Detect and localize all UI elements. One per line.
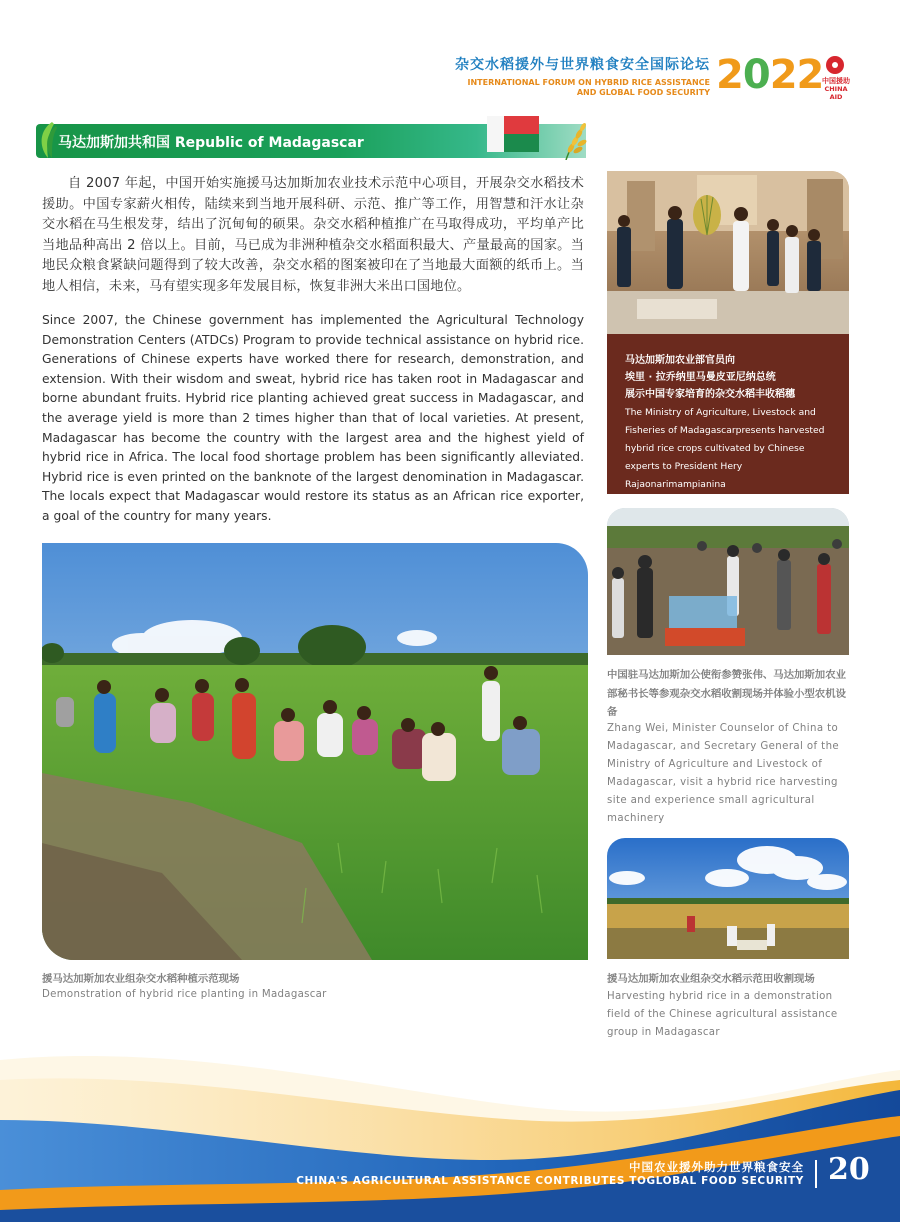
planting-caption-en: Demonstration of hybrid rice planting in Madagascar [42, 989, 327, 1000]
ministry-caption-cn [625, 352, 837, 403]
ministry-caption-cn-line1: 马达加斯加农业部官员向 [625, 355, 735, 366]
forum-title-en [450, 78, 710, 98]
body-text-en: Since 2007, the Chinese government has implemented the Agricultural Technology Demonstration Centers (ATDCs) Program to provide technical assistance on hybrid rice. Generations of Chinese experts have worked there for research, demonstration, and extension. With their wisdom and sweat, hybrid rice has taken root in Madagascar and borne abundant fruits. Hybrid rice planting achieved great success in Madagascar, and the average yield is more than 2 times higher than that of local varieties. At present, Madagascar has become the country with the largest area and the highest yield of hybrid rice in Africa. The local food shortage problem has been significantly alleviated. Hybrid rice is even printed on the banknote of the largest denomination in Madagascar. The locals expect that Madagascar would restore its status as an African rice exporter, a goal of the country for many years. [42, 313, 584, 523]
ministry-caption-box [607, 334, 849, 494]
china-aid-logo [818, 56, 854, 101]
harvest-caption-cn: 援马达加斯加农业组杂交水稻示范田收割现场 [607, 973, 815, 985]
footer-title-cn: 中国农业援外助力世界粮食安全 [629, 1160, 804, 1174]
china-aid-logo-cn: 中国援助 [822, 77, 850, 85]
forum-title-cn: 杂交水稻援外与世界粮食安全国际论坛 [455, 57, 710, 73]
ministry-caption-cn-line3: 展示中国专家培育的杂交水稻丰收稻穗 [625, 389, 795, 400]
forum-year [716, 52, 823, 98]
body-text-cn: 自 2007 年起，中国开始实施援马达加斯加农业技术示范中心项目，开展杂交水稻技术援助。中国专家薪火相传，陆续来到当地开展科研、示范、推广等工作，用智慧和汗水让杂交水稻在马生根发芽，结出了沉甸甸的硕果。杂交水稻种植推广在马取得成功，平均单产比当地品种高出 2 倍以上。目前，马已成为非洲种植杂交水稻面积最大、产量最高的国家。当地民众粮食紧缺问题得到了较大改善，杂交水稻的图案被印在了当地最大面额的纸币上。当地人相信，未来，马有望实现多年发展目标，恢复非洲大米出口国地位。 [42, 176, 584, 294]
rice-ear-icon [562, 120, 588, 160]
forum-title-en-line1: INTERNATIONAL FORUM ON HYBRID RICE ASSISTANCE [467, 78, 710, 87]
china-aid-logo-en: CHINA AID [824, 85, 848, 101]
photo-harvest-field [607, 838, 849, 959]
machinery-caption-cn: 中国驻马达加斯加公使衔参赞张伟、马达加斯加农业部秘书长等参观杂交水稻收割现场并体验小型农机设备 [607, 669, 846, 718]
planting-caption-cn: 援马达加斯加农业组杂交水稻种植示范现场 [42, 973, 240, 985]
china-aid-emblem-icon [826, 56, 844, 74]
page-number: 20 [828, 1152, 870, 1187]
section-title: 马达加斯加共和国 Republic of Madagascar [58, 135, 364, 151]
machinery-caption-en: Zhang Wei, Minister Counselor of China to Madagascar, and Secretary General of the Ministry of Agriculture and Livestock of Madagascar, visit a hybrid rice harvesting site and experience small agricultural machinery [607, 723, 840, 824]
footer-wave-decoration [0, 1040, 900, 1222]
photo-rice-planting [42, 543, 588, 960]
photo-ministry-presentation [607, 171, 849, 334]
ministry-caption-en: The Ministry of Agriculture, Livestock and Fisheries of Madagascarpresents harvested hybrid rice crops cultivated by Chinese experts to President Hery Rajaonarimampianina [625, 407, 825, 490]
year-rice-zero: 0 [742, 52, 770, 98]
footer-divider [815, 1160, 817, 1188]
photo-machinery-visit [607, 508, 849, 655]
leaf-icon [38, 120, 58, 160]
footer-title-en: CHINA'S AGRICULTURAL ASSISTANCE CONTRIBUTES TOGLOBAL FOOD SECURITY [296, 1175, 804, 1187]
ministry-caption-cn-line2: 埃里 · 拉乔纳里马曼皮亚尼纳总统 [625, 372, 776, 383]
year-digit-2: 2 [716, 52, 743, 98]
year-digits-22: 22 [769, 52, 824, 98]
harvest-caption-en: Harvesting hybrid rice in a demonstration field of the Chinese agricultural assistance group in Madagascar [607, 991, 838, 1038]
forum-title-en-line2: AND GLOBAL FOOD SECURITY [576, 88, 710, 97]
madagascar-flag-icon [487, 116, 539, 152]
